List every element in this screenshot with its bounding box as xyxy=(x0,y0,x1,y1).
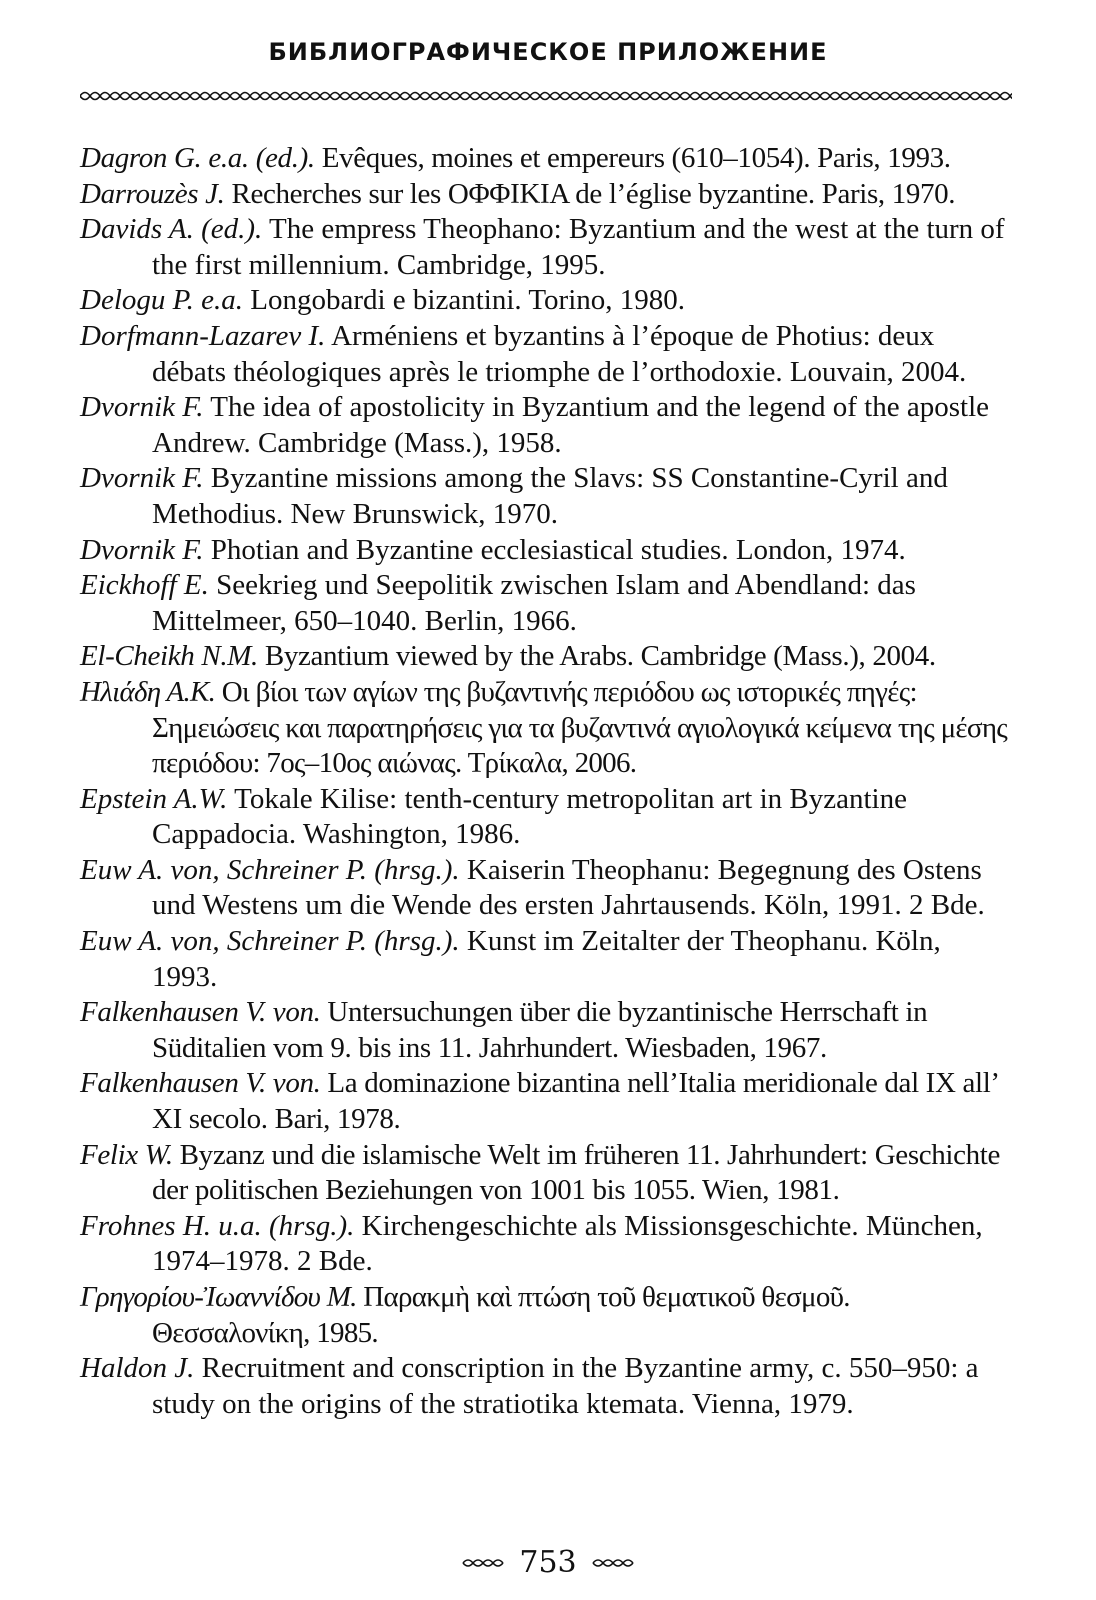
entry-author: Dvornik F. xyxy=(80,462,204,495)
entry-author: Euw A. von, Schreiner P. (hrsg.). xyxy=(80,925,460,958)
left-ornament-icon xyxy=(461,1556,505,1570)
bibliography-entry xyxy=(80,782,1012,853)
entry-text: Byzantine missions among the Slavs: SS Constantine-Cyril and Methodius. New Brunswick, 1970. xyxy=(152,462,948,530)
entry-author: Darrouzès J. xyxy=(80,177,225,210)
entry-author: Euw A. von, Schreiner P. (hrsg.). xyxy=(80,853,460,886)
entry-author: El-Cheikh N.M. xyxy=(80,640,258,673)
bibliography-entry xyxy=(80,283,1012,319)
bibliography-entry xyxy=(80,568,1012,639)
entry-text: Tokale Kilise: tenth-century metropolitan art in Byzantine Cappadocia. Washington, 1986. xyxy=(152,782,907,851)
bibliography-entry xyxy=(80,177,1012,213)
bibliography-entry xyxy=(80,924,1012,995)
entry-author: Dorfmann-Lazarev I. xyxy=(80,319,326,352)
entry-author: Γρηγορίου-Ἰωαννίδου Μ. xyxy=(80,1281,357,1313)
bibliography-entry xyxy=(80,1351,1012,1422)
bibliography-entry xyxy=(80,1209,1012,1280)
entry-text: Οι βίοι των αγίων της βυζαντινής περιόδου ως ιστορικές πηγές: Σημειώσεις και παρατηρήσεις για τα βυζαντινά αγιολογικά κείμενα της μέσης περιόδου: 7ος–10ος αιώνας. Τρίκαλα, 2006. xyxy=(152,675,1008,780)
bibliography-entry xyxy=(80,1066,1012,1137)
entry-text: Longobardi e bizantini. Torino, 1980. xyxy=(242,284,686,317)
header-ornament-border xyxy=(80,88,1012,104)
entry-author: Eickhoff E. xyxy=(80,569,209,602)
entry-author: Falkenhausen V. von. xyxy=(80,1067,321,1100)
bibliography-entry xyxy=(80,675,1012,782)
entry-text: Recruitment and conscription in the Byzantine army, c. 550–950: a study on the origins of the stratiotika ktemata. Vienna, 1979. xyxy=(152,1352,979,1420)
entry-text: Kaiserin Theophanu: Begegnung des Ostens und Westens um die Wende des ersten Jahrtausends. Köln, 1991. 2 Bde. xyxy=(152,853,985,922)
entry-text: The empress Theophano: Byzantium and the west at the turn of the first millennium. Cambridge, 1995. xyxy=(152,213,1005,281)
bibliography-entry xyxy=(80,853,1012,924)
entry-text: Kunst im Zeitalter der Theophanu. Köln, 1993. xyxy=(152,925,941,993)
entry-text: Arméniens et byzantins à l’époque de Photius: deux débats théologiques après le triomphe de l’orthodoxie. Louvain, 2004. xyxy=(152,319,967,388)
bibliography-entry xyxy=(80,319,1012,390)
entry-author: Frohnes H. u.a. (hrsg.). xyxy=(80,1209,355,1242)
bibliography-list xyxy=(80,141,1012,1422)
bibliography-entry xyxy=(80,639,1012,675)
entry-text: Byzantium viewed by the Arabs. Cambridge (Mass.), 2004. xyxy=(257,640,936,673)
bibliography-entry xyxy=(80,533,1012,569)
entry-author: Epstein A.W. xyxy=(80,782,228,815)
entry-author: Falkenhausen V. von. xyxy=(80,996,321,1029)
entry-text: Kirchengeschichte als Missionsgeschichte. München, 1974–1978. 2 Bde. xyxy=(152,1209,983,1278)
bibliography-entry xyxy=(80,390,1012,461)
entry-text: Photian and Byzantine ecclesiastical studies. London, 1974. xyxy=(203,533,906,566)
entry-text: Recherches sur les ΟΦΦΙΚΙΑ de l’église byzantine. Paris, 1970. xyxy=(224,177,956,210)
entry-text: Untersuchungen über die byzantinische Herrschaft in Süditalien vom 9. bis ins 11. Jahrhundert. Wiesbaden, 1967. xyxy=(152,996,928,1064)
page-footer xyxy=(0,1542,1096,1583)
entry-author: Ηλιάδη Α.Κ. xyxy=(80,675,216,708)
running-header: БИБЛИОГРАФИЧЕСКОЕ ПРИЛОЖЕНИЕ xyxy=(268,38,828,66)
bibliography-entry xyxy=(80,141,1012,177)
entry-text: The idea of apostolicity in Byzantium and the legend of the apostle Andrew. Cambridge (Mass.), 1958. xyxy=(152,391,989,459)
entry-text: La dominazione bizantina nell’Italia meridionale dal IX all’ XI secolo. Bari, 1978. xyxy=(152,1067,998,1136)
entry-author: Delogu P. e.a. xyxy=(80,284,243,317)
entry-text: Seekrieg und Seepolitik zwischen Islam and Abendland: das Mittelmeer, 650–1040. Berlin, 1966. xyxy=(152,569,916,637)
right-ornament-icon xyxy=(591,1556,635,1570)
entry-author: Haldon J. xyxy=(80,1352,195,1385)
bibliography-entry xyxy=(80,461,1012,532)
entry-author: Felix W. xyxy=(80,1138,173,1171)
bibliography-entry xyxy=(80,995,1012,1066)
entry-author: Dvornik F. xyxy=(80,391,204,424)
entry-text: Παρακμὴ καὶ πτώση τοῦ θεματικοῦ θεσμοῦ. Θεσσαλονίκη, 1985. xyxy=(152,1281,850,1349)
entry-text: Byzanz und die islamische Welt im früheren 11. Jahrhundert: Geschichte der politischen Beziehungen von 1001 bis 1055. Wien, 1981. xyxy=(152,1138,1001,1207)
entry-author: Davids A. (ed.). xyxy=(80,213,263,246)
bibliography-entry xyxy=(80,1280,1012,1351)
entry-text: Evêques, moines et empereurs (610–1054). Paris, 1993. xyxy=(314,142,951,174)
entry-author: Dagron G. e.a. (ed.). xyxy=(80,142,315,174)
entry-author: Dvornik F. xyxy=(80,533,204,566)
bibliography-entry xyxy=(80,212,1012,283)
page-number: 753 xyxy=(519,1545,577,1580)
bibliography-entry xyxy=(80,1138,1012,1209)
